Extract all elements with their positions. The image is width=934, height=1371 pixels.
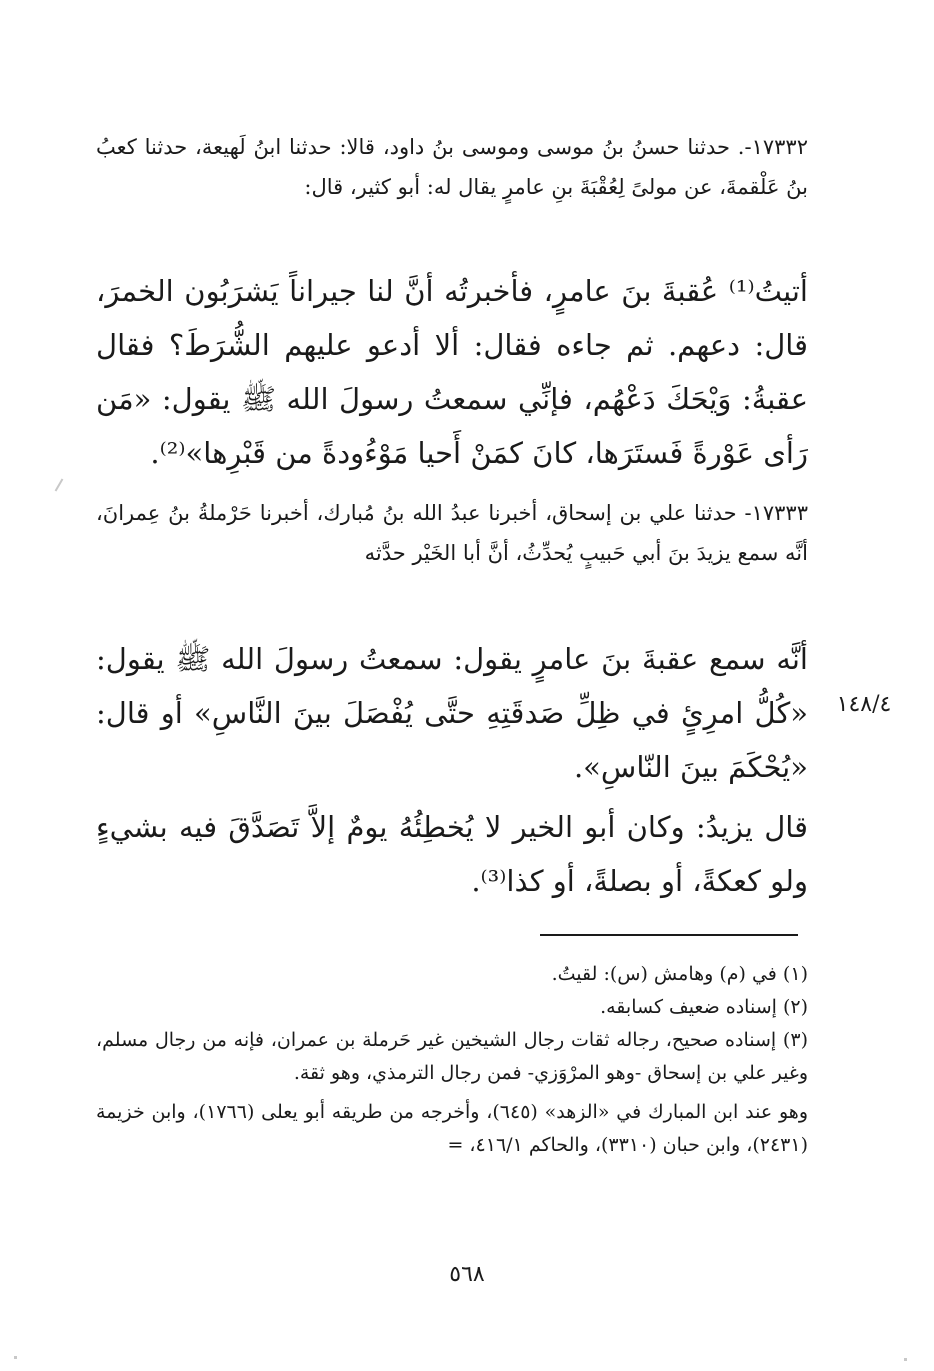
footnote-3-continuation: وهو عند ابن المبارك في «الزهد» (٦٤٥)، وأخرجه من طريقه أبو يعلى (١٧٦٦)، وابن خزيمة (٢٤٣١)، وابن حبان (٣٣١٠)، والحاكم ٤١٦/١، = — [96, 1101, 808, 1156]
hadith-17332-matn-text: أتيتُ⁽¹⁾ عُقبةَ بنَ عامرٍ، فأخبرتُه أنَّ لنا جيراناً يَشرَبُون الخمرَ، قال: دعهم. ثم جاءه فقال: ألا أدعو عليهم الشُّرَطَ؟ فقال عقبةُ: وَيْحَكَ دَعْهُم، فإنِّي سمعتُ رسولَ الله ﷺ يقول: «مَن رَأى عَوْرةً فَستَرَها، كانَ كمَنْ أَحيا مَوْءُودةً من قَبْرِها»⁽²⁾. — [96, 274, 808, 470]
hadith-17332-isnad — [96, 127, 808, 207]
hadith-17332-matn — [96, 264, 808, 480]
hadith-17333-matn — [96, 632, 808, 794]
footnote-1: (١) في (م) وهامش (س): لقيتُ. — [551, 963, 808, 985]
hadith-17333-isnad — [96, 493, 808, 573]
hadith-17333-matn-text: أنَّه سمع عقبةَ بنَ عامرٍ يقول: سمعتُ رسولَ الله ﷺ يقول: «كُلُّ امرِئٍ في ظِلِّ صَدقَتِهِ حتَّى يُفْصَلَ بينَ النَّاسِ» أو قال: «يُحْكَمَ بينَ النّاسِ». — [96, 642, 808, 784]
volume-page-margin-reference: ١٤٨/٤ — [836, 692, 892, 717]
footnote-separator-rule — [540, 934, 798, 936]
footnote-3: (٣) إسناده صحيح، رجاله ثقات رجال الشيخين غير حَرملة بن عمران، فإنه من رجال مسلم، وغير علي بن إسحاق -وهو المرْوَزي- فمن رجال الترمذي، وهو ثقة. — [96, 1029, 808, 1084]
scan-speck — [14, 1356, 17, 1359]
scan-speck — [904, 1358, 907, 1361]
page-number: ٥٦٨ — [449, 1262, 485, 1287]
footnotes — [96, 958, 808, 1162]
hadith-17332-isnad-text: ١٧٣٣٢-. حدثنا حسنُ بنُ موسى وموسى بنُ داود، قالا: حدثنا ابنُ لَهيعة، حدثنا كعبُ بنُ عَلْقمةَ، عن مولىً لِعُقْبَةَ بنِ عامرٍ يقال له: أبو كثير، قال: — [96, 135, 808, 199]
footnote-2: (٢) إسناده ضعيف كسابقه. — [600, 996, 808, 1018]
yazid-statement — [96, 800, 808, 908]
scan-speck — [55, 478, 64, 491]
yazid-statement-text: قال يزيدُ: وكان أبو الخير لا يُخطِئُهُ يومٌ إلاَّ تَصَدَّقَ فيه بشيءٍ ولو كعكةً، أو بصلةً، أو كذا⁽³⁾. — [96, 810, 808, 898]
hadith-17333-isnad-text: ١٧٣٣٣- حدثنا علي بن إسحاق، أخبرنا عبدُ الله بنُ مُبارك، أخبرنا حَرْملةُ بنُ عِمرانَ، أنَّه سمع يزيدَ بنَ أبي حَبيبٍ يُحدِّثُ، أنَّ أبا الخَيْر حدَّثه — [96, 501, 808, 565]
